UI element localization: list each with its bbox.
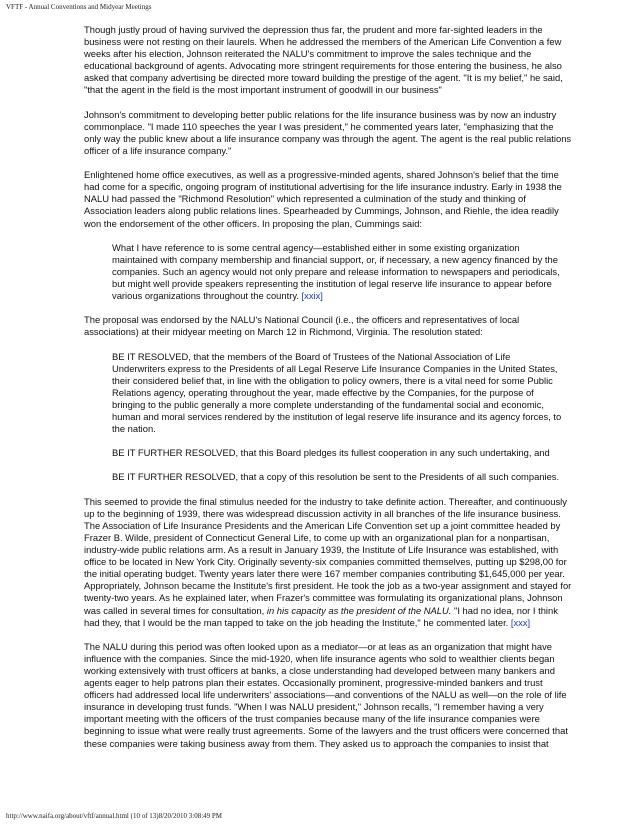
resolution-clause-2: BE IT FURTHER RESOLVED, that this Board pledges its fullest cooperation in any such undertaking, and bbox=[112, 447, 550, 459]
paragraph-3: Enlightened home office executives, as well as a progressive-minded agents, shared Johnson's belief that the time had come for a specific, ongoing program of institutional advertising for the life insurance industry. Early in 1938 the NALU had passed the "Richmond Resolution" which represented a culmination of the study and thinking of Association leaders along public relations lines. Spearheaded by Cummings, Johnson, and Riehle, the idea readily won the endorsement of the other officers. In proposing the plan, Cummings said: bbox=[84, 169, 562, 229]
paragraph-5 bbox=[84, 496, 572, 629]
paragraph-2: Johnson's commitment to developing better public relations for the life insurance business was by now an industry commonplace. "I made 110 speeches the year I was president," he commented years later, "emphasizing that the only way the public knew about a life insurance company was through the agent. The agent is the real public relations officer of a life insurance company." bbox=[84, 108, 572, 156]
paragraph-6: The NALU during this period was often looked upon as a mediator—or at leas as an organization that might have influence with the companies. Since the mid-1920, when life insurance agents who sold to wealthier clients began working extensively with trust officers at banks, a close understanding had developed between many bankers and agents eager to help patrons plan their estates. Occasionally prominent, progressive-minded bankers and trust officers had addressed local life underwriters' associations—and conventions of the NALU as well—on the role of life insurance in developing trust funds. "When I was NALU president," Johnson recalls, "I remember having a very important meeting with the officers of the trust companies because many of the life insurance companies were beginning to issue what were really trust agreements. Some of the lawyers and the trust officers were concerned that these companies were taking business away from them. They asked us to approach the companies to insist that bbox=[84, 640, 568, 749]
footnote-link-xxix[interactable]: [xxix] bbox=[301, 290, 323, 302]
paragraph-5-text: This seemed to provide the final stimulus needed for the industry to take definite action. Thereafter, and continuously up to the beginning of 1939, there was widespread discussion activity in all branches of the life insurance business. The Association of Life Insurance Presidents and the American Life Convention set up a joint committee headed by Frazer B. Wilde, president of Connecticut General Life, to come up with an organizational plan for a nonpartisan, industry-wide public relations arm. As a result in January 1939, the Institute of Life Insurance was established, with office to be located in New York City. Originally seventy-six companies committed themselves, putting up $298,00 for the initial operating budget. Twenty years later there were 167 member companies contributing $1,645,000 per year. Appropriately, Johnson became the Institute's first president. He took the job as a two-year assignment and stayed for twenty-two years. As he explained later, when Frazer's committee was formulating its organizational plans, Johnson was called in several times for consultation, bbox=[84, 495, 572, 616]
paragraph-4: The proposal was endorsed by the NALU's National Council (i.e., the officers and representatives of local associations) at their midyear meeting on March 12 in Richmond, Virginia. The resolution stated: bbox=[84, 314, 520, 338]
resolution-clause-3: BE IT FURTHER RESOLVED, that a copy of this resolution be sent to the Presidents of all such companies. bbox=[112, 471, 560, 483]
footnote-link-xxx[interactable]: [xxx] bbox=[510, 616, 531, 628]
quote-text: What I have reference to is some central agency—established either in some existing organization maintained with company membership and financial support, or, if necessary, a new agency financed by the companies. Such an agency would not only prepare and release information to newspapers and periodicals, but might well provide speakers representing the institution of legal reserve life insurance to appear before various organizations throughout the country. bbox=[112, 241, 560, 302]
paragraph-5-text-end: "I had no idea, nor I think had they, that I would be the man tapped to take on the job heading the Institute," he commented later. bbox=[84, 604, 558, 628]
block-quote-cummings bbox=[112, 242, 564, 302]
running-header: VFTF - Annual Conventions and Midyear Meetings bbox=[6, 3, 152, 11]
page-footer-url: http://www.naifa.org/about/vftf/annual.html (10 of 13)8/20/2010 3:08:49 PM bbox=[6, 812, 223, 820]
paragraph-5-emphasis: in his capacity as the president of the NALU. bbox=[266, 604, 452, 616]
document-body bbox=[84, 24, 572, 762]
resolution-clause-1: BE IT RESOLVED, that the members of the Board of Trustees of the National Association of Life Underwriters express to the Presidents of all Legal Reserve Life Insurance Companies in the United States, their considered belief that, in line with the obligation to policy owners, there is a vital need for some Public Relations agency, operating throughout the year, made effective by the Companies, for the purpose of bringing to the public generally a more complete understanding of the fundamental social and economic, human and moral services rendered by the institution of legal reserve life insurance and its agency forces, to the nation. bbox=[112, 350, 562, 435]
paragraph-1: Though justly proud of having survived the depression thus far, the prudent and more far-sighted leaders in the business were not resting on their laurels. When he addressed the members of the American Life Convention a few weeks after his election, Johnson reiterated the NALU's commitment to improve the sales technique and the educational background of agents. Advocating more stringent requirements for those entering the business, he also asked that company advertising be directed more toward building the prestige of the agent. "It is my belief," he said, "that the agent in the field is the most important instrument of goodwill in our business" bbox=[84, 24, 563, 96]
